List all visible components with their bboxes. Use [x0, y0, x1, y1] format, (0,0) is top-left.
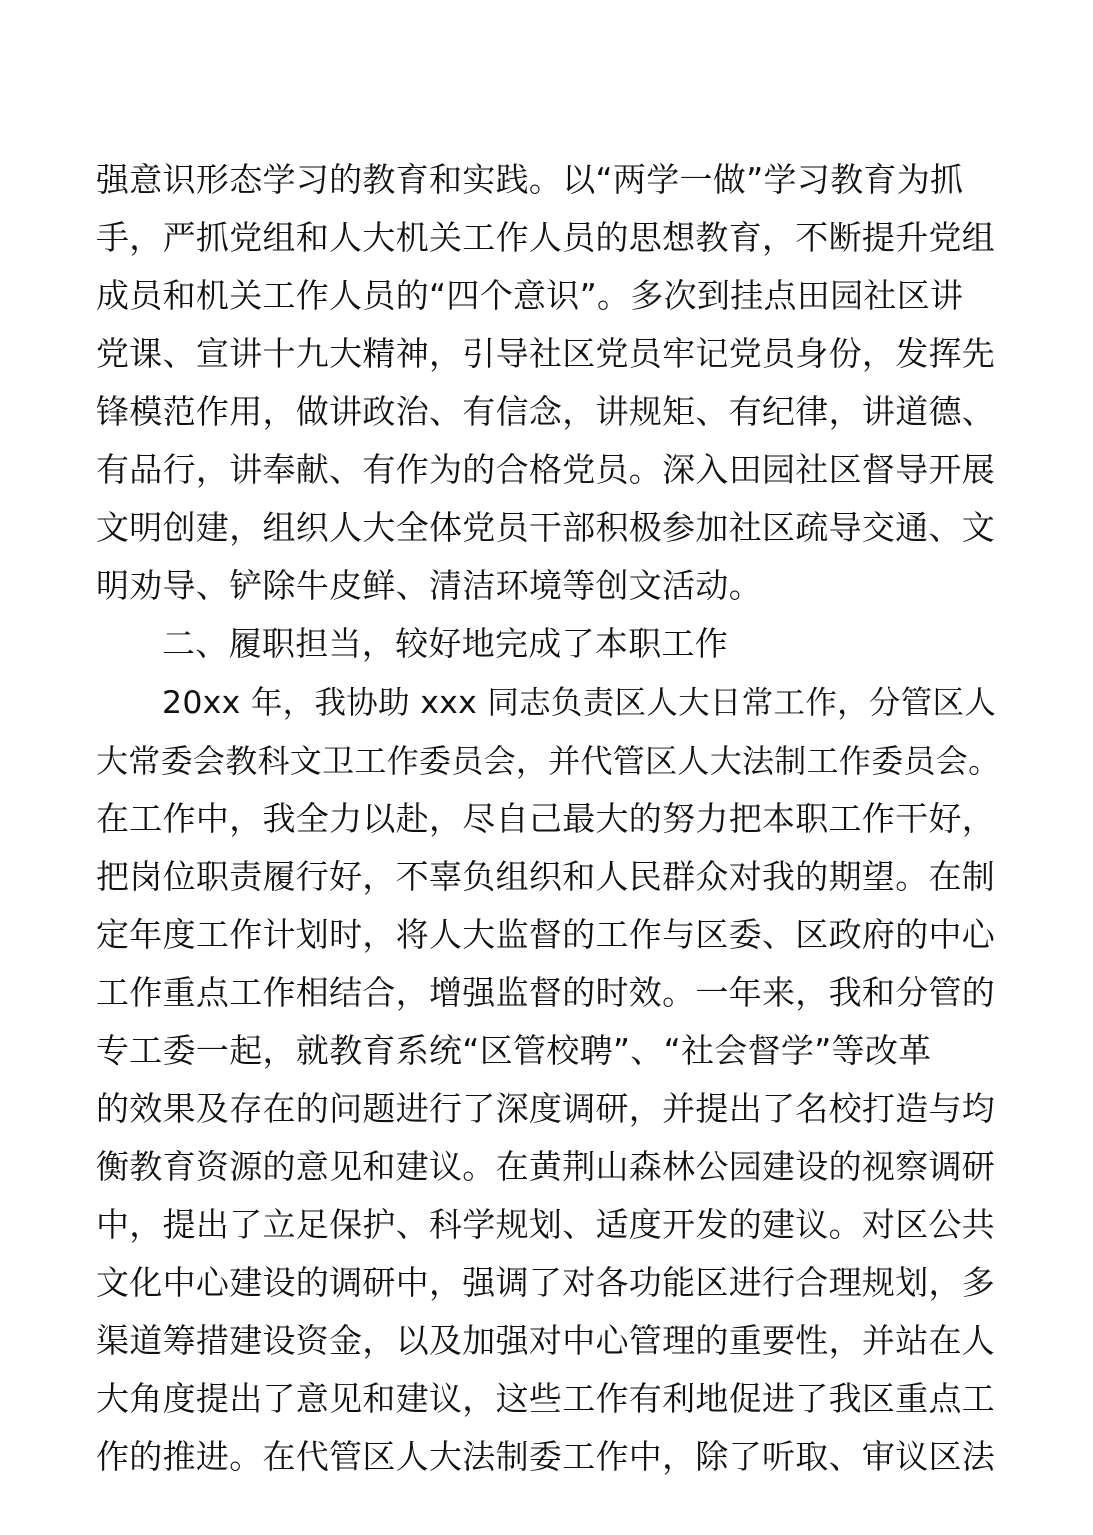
body-line: 明劝导、铲除牛皮鲜、清洁环境等创文活动。 — [96, 566, 762, 605]
body-line: 文化中心建设的调研中，强调了对各功能区进行合理规划，多 — [96, 1263, 996, 1302]
body-line: 作的推进。在代管区人大法制委工作中，除了听取、审议区法 — [96, 1437, 996, 1476]
body-line: 锋模范作用，做讲政治、有信念，讲规矩、有纪律，讲道德、 — [96, 392, 996, 431]
body-line: 渠道筹措建设资金，以及加强对中心管理的重要性，并站在人 — [96, 1321, 996, 1360]
body-line: 强意识形态学习的教育和实践。以“两学一做”学习教育为抓 — [96, 160, 964, 199]
body-line: 在工作中，我全力以赴，尽自己最大的努力把本职工作干好， — [96, 799, 996, 838]
body-line: 工作重点工作相结合，增强监督的时效。一年来，我和分管的 — [96, 973, 996, 1012]
body-line: 中，提出了立足保护、科学规划、适度开发的建议。对区公共 — [96, 1205, 996, 1244]
body-line: 大常委会教科文卫工作委员会，并代管区人大法制工作委员会。 — [96, 742, 1001, 780]
body-line: 文明创建，组织人大全体党员干部积极参加社区疏导交通、文 — [96, 508, 996, 547]
section-heading: 二、履职担当，较好地完成了本职工作 — [162, 624, 729, 663]
body-line: 把岗位职责履行好，不辜负组织和人民群众对我的期望。在制 — [96, 857, 996, 896]
body-line: 的效果及存在的问题进行了深度调研，并提出了名校打造与均 — [96, 1089, 996, 1128]
body-line: 20xx 年，我协助 xxx 同志负责区人大日常工作，分管区人 — [162, 685, 997, 721]
body-line: 衡教育资源的意见和建议。在黄荆山森林公园建设的视察调研 — [96, 1147, 996, 1186]
body-line: 定年度工作计划时，将人大监督的工作与区委、区政府的中心 — [96, 915, 996, 954]
body-line: 党课、宣讲十九大精神，引导社区党员牢记党员身份，发挥先 — [96, 334, 996, 373]
body-line: 专工委一起，就教育系统“区管校聘”、“社会督学”等改革 — [96, 1031, 932, 1070]
body-line: 成员和机关工作人员的“四个意识”。多次到挂点田园社区讲 — [96, 276, 964, 315]
body-line: 有品行，讲奉献、有作为的合格党员。深入田园社区督导开展 — [96, 450, 996, 489]
body-line: 手，严抓党组和人大机关工作人员的思想教育，不断提升党组 — [96, 218, 996, 257]
body-line: 大角度提出了意见和建议，这些工作有利地促进了我区重点工 — [96, 1379, 996, 1418]
